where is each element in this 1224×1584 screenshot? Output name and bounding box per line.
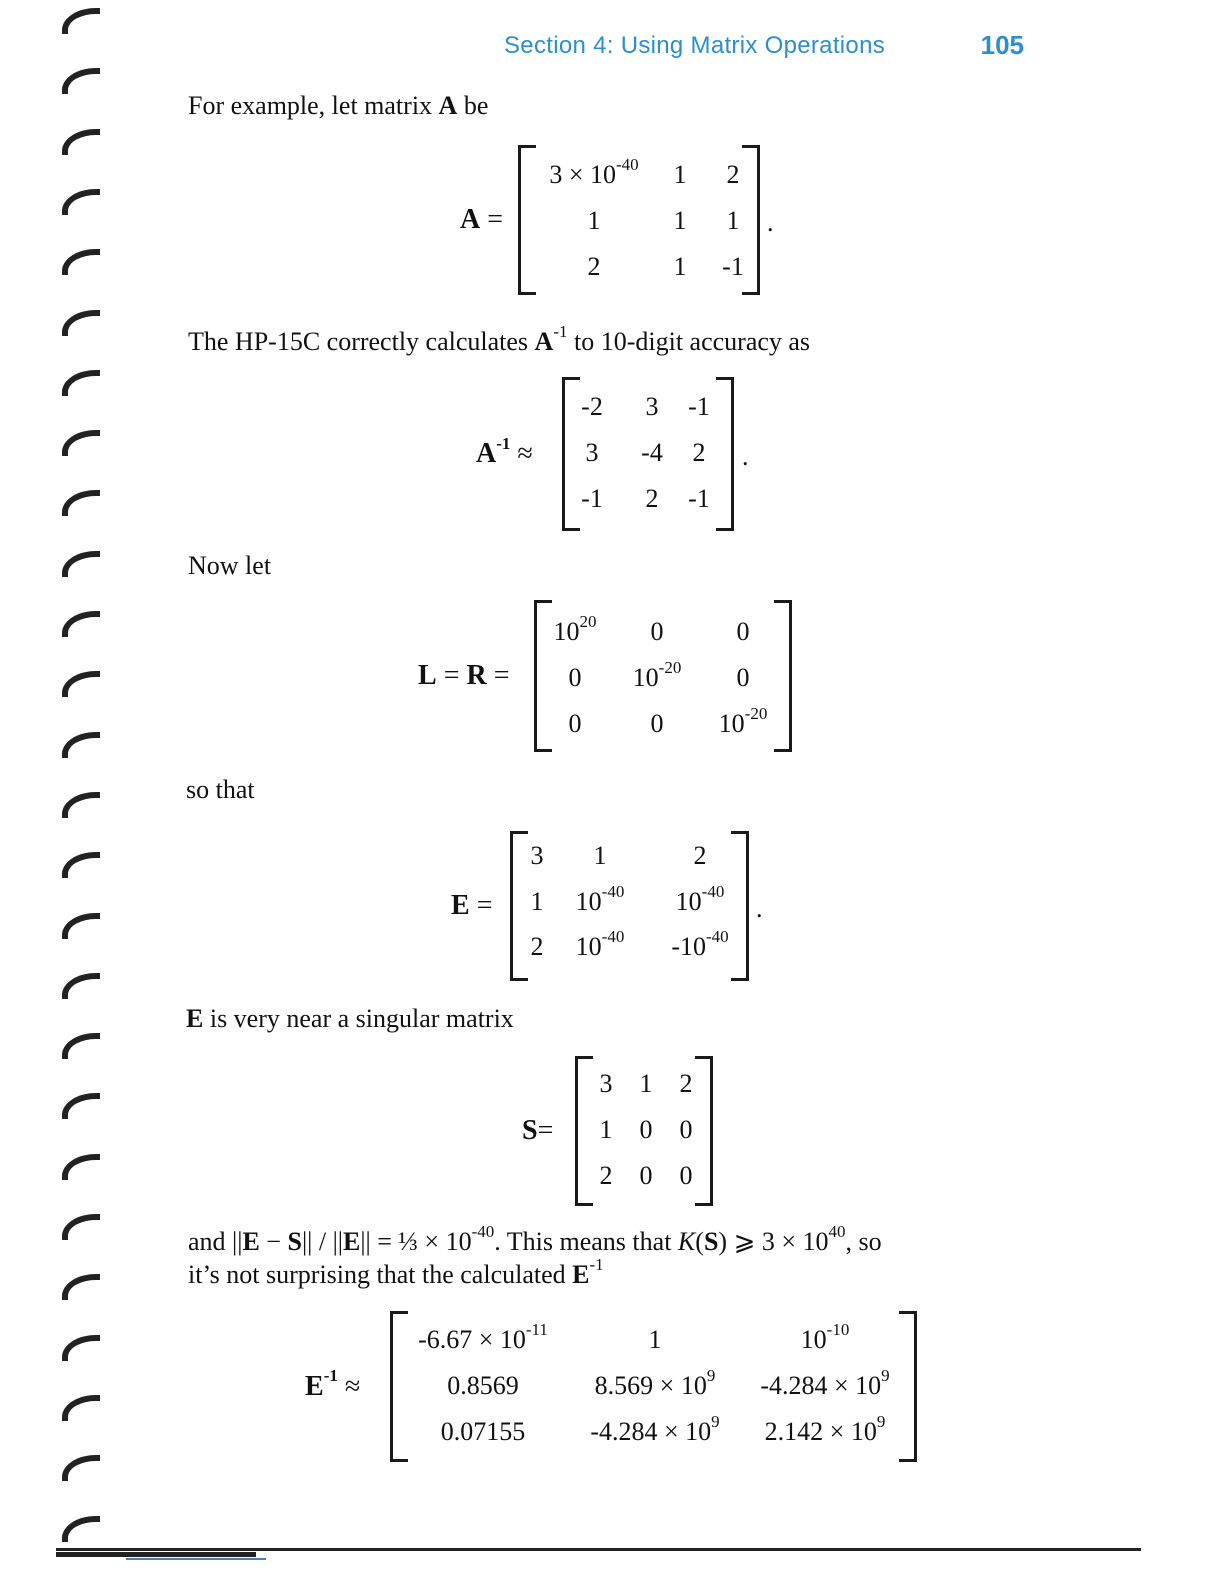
- binding-ring: [62, 551, 100, 577]
- binding-ring: [62, 1093, 100, 1119]
- superscript: 40: [828, 1222, 846, 1242]
- cell-value: 0: [650, 709, 664, 738]
- text: ) ⩾ 3 × 10: [718, 1227, 829, 1256]
- binding-ring: [62, 189, 100, 215]
- matrix-cell: [646, 392, 659, 422]
- matrix-symbol: A: [460, 204, 481, 235]
- trailing-period: .: [756, 894, 763, 923]
- matrix-symbol: A: [476, 438, 497, 469]
- cell-value: 3 × 10: [549, 160, 616, 189]
- cell-value: 2: [693, 841, 707, 870]
- superscript: -1: [496, 433, 511, 453]
- paragraph-condition-number: [188, 1222, 882, 1258]
- binding-ring: [62, 1033, 100, 1059]
- cell-exponent: 9: [881, 1366, 890, 1386]
- right-bracket: [695, 1056, 713, 1206]
- cell-value: 1: [639, 1069, 653, 1098]
- matrix-cell: [441, 1417, 526, 1447]
- superscript: -1: [589, 1255, 604, 1275]
- condition-symbol: K: [677, 1227, 696, 1256]
- equation-lhs: [460, 204, 503, 236]
- matrix-cell: [575, 927, 625, 962]
- cell-exponent: 9: [706, 1366, 716, 1386]
- cell-value: -1: [688, 484, 710, 513]
- matrix-cell: [549, 155, 639, 190]
- matrix-cell: [641, 438, 663, 468]
- cell-value: 0: [736, 663, 750, 692]
- matrix-cell: [600, 1161, 613, 1191]
- relation-sign: =: [537, 1115, 554, 1146]
- right-bracket: [742, 145, 760, 295]
- footer-rule-thick: [56, 1552, 256, 1557]
- matrix-cell: [531, 841, 544, 871]
- binding-ring: [62, 370, 100, 396]
- equation-lhs: [305, 1366, 361, 1403]
- left-bracket: [510, 831, 528, 981]
- text: || = ⅓ × 10: [360, 1227, 472, 1256]
- paragraph-calculated-inverse: [188, 1255, 604, 1291]
- cell-value: 2: [645, 484, 659, 513]
- cell-value: -1: [581, 484, 603, 513]
- cell-value: 2: [692, 438, 706, 467]
- binding-ring: [62, 611, 100, 637]
- matrix-cell: [674, 160, 687, 190]
- equals-sign: =: [436, 660, 467, 691]
- matrix-symbol: S: [522, 1115, 538, 1146]
- matrix-cell: [671, 927, 729, 962]
- cell-exponent: -40: [601, 927, 625, 947]
- matrix-cell: [718, 704, 768, 739]
- paragraph-so-that: so that: [186, 775, 255, 804]
- text: is very near a singular matrix: [203, 1004, 514, 1033]
- cell-value: -4: [641, 438, 663, 467]
- matrix-cell: [553, 612, 597, 647]
- binding-ring: [62, 1214, 100, 1240]
- matrix-symbol: A: [534, 327, 554, 356]
- equation-lhs: [418, 660, 510, 692]
- binding-ring: [62, 490, 100, 516]
- text: and ||: [188, 1227, 243, 1256]
- binding-ring: [62, 792, 100, 818]
- binding-ring: [62, 1274, 100, 1300]
- relation-sign: ≈: [510, 438, 533, 469]
- cell-value: 1: [648, 1325, 662, 1354]
- relation-sign: =: [469, 890, 493, 921]
- trailing-period: .: [742, 442, 749, 471]
- matrix-cell: [531, 887, 544, 917]
- matrix-cell: [581, 484, 603, 514]
- relation-sign: =: [486, 660, 510, 691]
- matrix-symbol: L: [418, 660, 437, 691]
- cell-exponent: -20: [658, 658, 682, 678]
- left-bracket: [575, 1056, 593, 1206]
- matrix-cell: [800, 1320, 850, 1355]
- text: The HP-15C correctly calculates: [188, 327, 535, 356]
- cell-value: 0: [639, 1115, 653, 1144]
- cell-value: 1: [726, 206, 740, 235]
- equation-lhs: [451, 890, 492, 922]
- text: it’s not surprising that the calculated: [188, 1260, 573, 1289]
- section-title: Section 4: Using Matrix Operations: [504, 32, 886, 59]
- matrix-symbol: R: [466, 660, 487, 691]
- cell-value: 0: [679, 1161, 693, 1190]
- cell-value: 10: [675, 887, 702, 916]
- matrix-cell: [688, 392, 710, 422]
- cell-value: 0: [679, 1115, 693, 1144]
- matrix-symbol: E: [342, 1227, 361, 1256]
- text: (: [695, 1227, 704, 1256]
- cell-value: -6.67 × 10: [418, 1325, 526, 1354]
- binding-ring: [62, 732, 100, 758]
- cell-value: 0: [568, 663, 582, 692]
- cell-value: 1: [673, 206, 687, 235]
- text: be: [457, 91, 489, 120]
- cell-value: -2: [581, 392, 603, 421]
- matrix-cell: [581, 392, 603, 422]
- cell-value: 10: [575, 932, 602, 961]
- matrix-cell: [722, 252, 744, 282]
- cell-exponent: -11: [525, 1320, 548, 1340]
- footer-accent-rule: [126, 1558, 266, 1560]
- right-bracket: [774, 600, 792, 752]
- cell-value: 0.07155: [440, 1417, 526, 1446]
- superscript: -1: [553, 322, 568, 342]
- left-bracket: [534, 600, 552, 752]
- matrix-cell: [688, 484, 710, 514]
- matrix-cell: [680, 1115, 693, 1145]
- superscript: -40: [471, 1222, 495, 1242]
- matrix-cell: [447, 1371, 519, 1401]
- cell-value: 1: [673, 252, 687, 281]
- binding-ring: [62, 310, 100, 336]
- matrix-cell: [680, 1161, 693, 1191]
- right-bracket: [899, 1311, 917, 1462]
- matrix-symbol: S: [703, 1227, 719, 1256]
- right-bracket: [716, 377, 734, 531]
- matrix-cell: [760, 1366, 890, 1401]
- cell-exponent: -40: [601, 882, 625, 902]
- cell-value: 0.8569: [447, 1371, 519, 1400]
- matrix-symbol: E: [451, 890, 470, 921]
- equation-lhs: [522, 1115, 553, 1147]
- matrix-cell: [640, 1069, 653, 1099]
- matrix-cell: [600, 1115, 613, 1145]
- cell-value: 2: [726, 160, 740, 189]
- binding-ring: [62, 1335, 100, 1361]
- cell-exponent: -20: [744, 704, 768, 724]
- matrix-cell: [531, 932, 544, 962]
- matrix-cell: [640, 1161, 653, 1191]
- matrix-symbol: E: [186, 1004, 204, 1033]
- cell-exponent: 9: [711, 1412, 720, 1432]
- superscript: -1: [323, 1366, 338, 1386]
- matrix-cell: [674, 252, 687, 282]
- matrix-cell: [569, 663, 582, 693]
- matrix-cell: [588, 252, 601, 282]
- cell-value: 3: [530, 841, 544, 870]
- cell-value: 0: [736, 617, 750, 646]
- matrix-cell: [651, 617, 664, 647]
- cell-value: 8.569 × 10: [594, 1371, 707, 1400]
- matrix-symbol: E: [305, 1370, 324, 1402]
- cell-value: -10: [671, 932, 706, 961]
- binding-ring: [62, 1516, 100, 1542]
- cell-value: 3: [599, 1069, 613, 1098]
- matrix-cell: [737, 663, 750, 693]
- binding-ring: [62, 1455, 100, 1481]
- cell-value: 3: [645, 392, 659, 421]
- cell-value: 1: [587, 206, 601, 235]
- matrix-cell: [649, 1325, 662, 1355]
- cell-value: 2: [587, 252, 601, 281]
- text: || / ||: [301, 1227, 343, 1256]
- binding-ring: [62, 8, 100, 34]
- paragraph-now-let: Now let: [188, 551, 272, 580]
- cell-value: 2: [599, 1161, 613, 1190]
- binding-ring: [62, 68, 100, 94]
- matrix-symbol: E: [242, 1227, 260, 1256]
- matrix-cell: [590, 1412, 720, 1447]
- matrix-cell: [640, 1115, 653, 1145]
- matrix-cell: [569, 709, 582, 739]
- cell-value: 0: [650, 617, 664, 646]
- cell-value: 2: [530, 932, 544, 961]
- paragraph-inverse: [188, 322, 811, 358]
- binding-ring: [62, 1395, 100, 1421]
- cell-value: 10: [553, 617, 580, 646]
- paragraph-intro: [188, 90, 488, 122]
- matrix-cell: [694, 841, 707, 871]
- cell-value: 1: [593, 841, 607, 870]
- equation-lhs: [476, 433, 533, 470]
- cell-value: 10: [632, 663, 659, 692]
- cell-value: 0: [568, 709, 582, 738]
- binding-ring: [62, 249, 100, 275]
- cell-exponent: -10: [826, 1320, 850, 1340]
- binding-ring: [62, 129, 100, 155]
- matrix-cell: [727, 206, 740, 236]
- cell-exponent: 9: [876, 1412, 886, 1432]
- cell-exponent: -40: [706, 927, 729, 947]
- footer-rule: [56, 1548, 1141, 1551]
- relation-sign: =: [480, 204, 504, 235]
- cell-value: -1: [722, 252, 744, 281]
- matrix-cell: [632, 658, 682, 693]
- cell-value: 3: [585, 438, 599, 467]
- cell-value: -4.284 × 10: [590, 1417, 712, 1446]
- matrix-cell: [418, 1320, 548, 1355]
- matrix-cell: [600, 1069, 613, 1099]
- binding-ring: [62, 852, 100, 878]
- matrix-cell: [588, 206, 601, 236]
- binding-ring: [62, 973, 100, 999]
- binding-ring: [62, 430, 100, 456]
- matrix-cell: [594, 841, 607, 871]
- matrix-cell: [680, 1069, 693, 1099]
- trailing-period: .: [767, 208, 774, 237]
- matrix-cell: [727, 160, 740, 190]
- matrix-symbol: S: [287, 1227, 302, 1256]
- text: to 10-digit accuracy as: [567, 327, 811, 356]
- matrix-cell: [693, 438, 706, 468]
- cell-value: 2: [679, 1069, 693, 1098]
- cell-value: 1: [599, 1115, 613, 1144]
- text: , so: [845, 1227, 882, 1256]
- binding-ring: [62, 913, 100, 939]
- running-header: [504, 32, 1024, 66]
- matrix-cell: [594, 1366, 716, 1401]
- matrix-cell: [674, 206, 687, 236]
- cell-value: 0: [639, 1161, 653, 1190]
- cell-exponent: -40: [701, 882, 725, 902]
- matrix-cell: [575, 882, 625, 917]
- text: For example, let matrix: [188, 91, 439, 120]
- cell-value: 1: [530, 887, 544, 916]
- left-bracket: [518, 145, 536, 295]
- cell-value: -4.284 × 10: [760, 1371, 882, 1400]
- right-bracket: [731, 831, 749, 981]
- text: −: [259, 1227, 288, 1256]
- left-bracket: [390, 1311, 408, 1462]
- matrix-cell: [764, 1412, 886, 1447]
- binding-ring: [62, 671, 100, 697]
- matrix-cell: [675, 882, 725, 917]
- matrix-cell: [586, 438, 599, 468]
- text: . This means that: [494, 1227, 678, 1256]
- paragraph-near-singular: [186, 1003, 514, 1035]
- cell-value: 10: [575, 887, 602, 916]
- cell-exponent: 20: [579, 612, 597, 632]
- page-number: 105: [980, 30, 1024, 60]
- matrix-symbol: A: [438, 91, 458, 120]
- matrix-symbol: E: [572, 1260, 590, 1289]
- cell-value: 2.142 × 10: [764, 1417, 877, 1446]
- matrix-cell: [737, 617, 750, 647]
- spiral-binding: [0, 0, 110, 1584]
- cell-value: 10: [800, 1325, 827, 1354]
- matrix-cell: [651, 709, 664, 739]
- cell-value: 1: [673, 160, 687, 189]
- binding-ring: [62, 1154, 100, 1180]
- matrix-cell: [646, 484, 659, 514]
- cell-value: 10: [718, 709, 745, 738]
- cell-exponent: -40: [616, 155, 639, 175]
- cell-value: -1: [688, 392, 710, 421]
- relation-sign: ≈: [337, 1370, 361, 1402]
- left-bracket: [562, 377, 580, 531]
